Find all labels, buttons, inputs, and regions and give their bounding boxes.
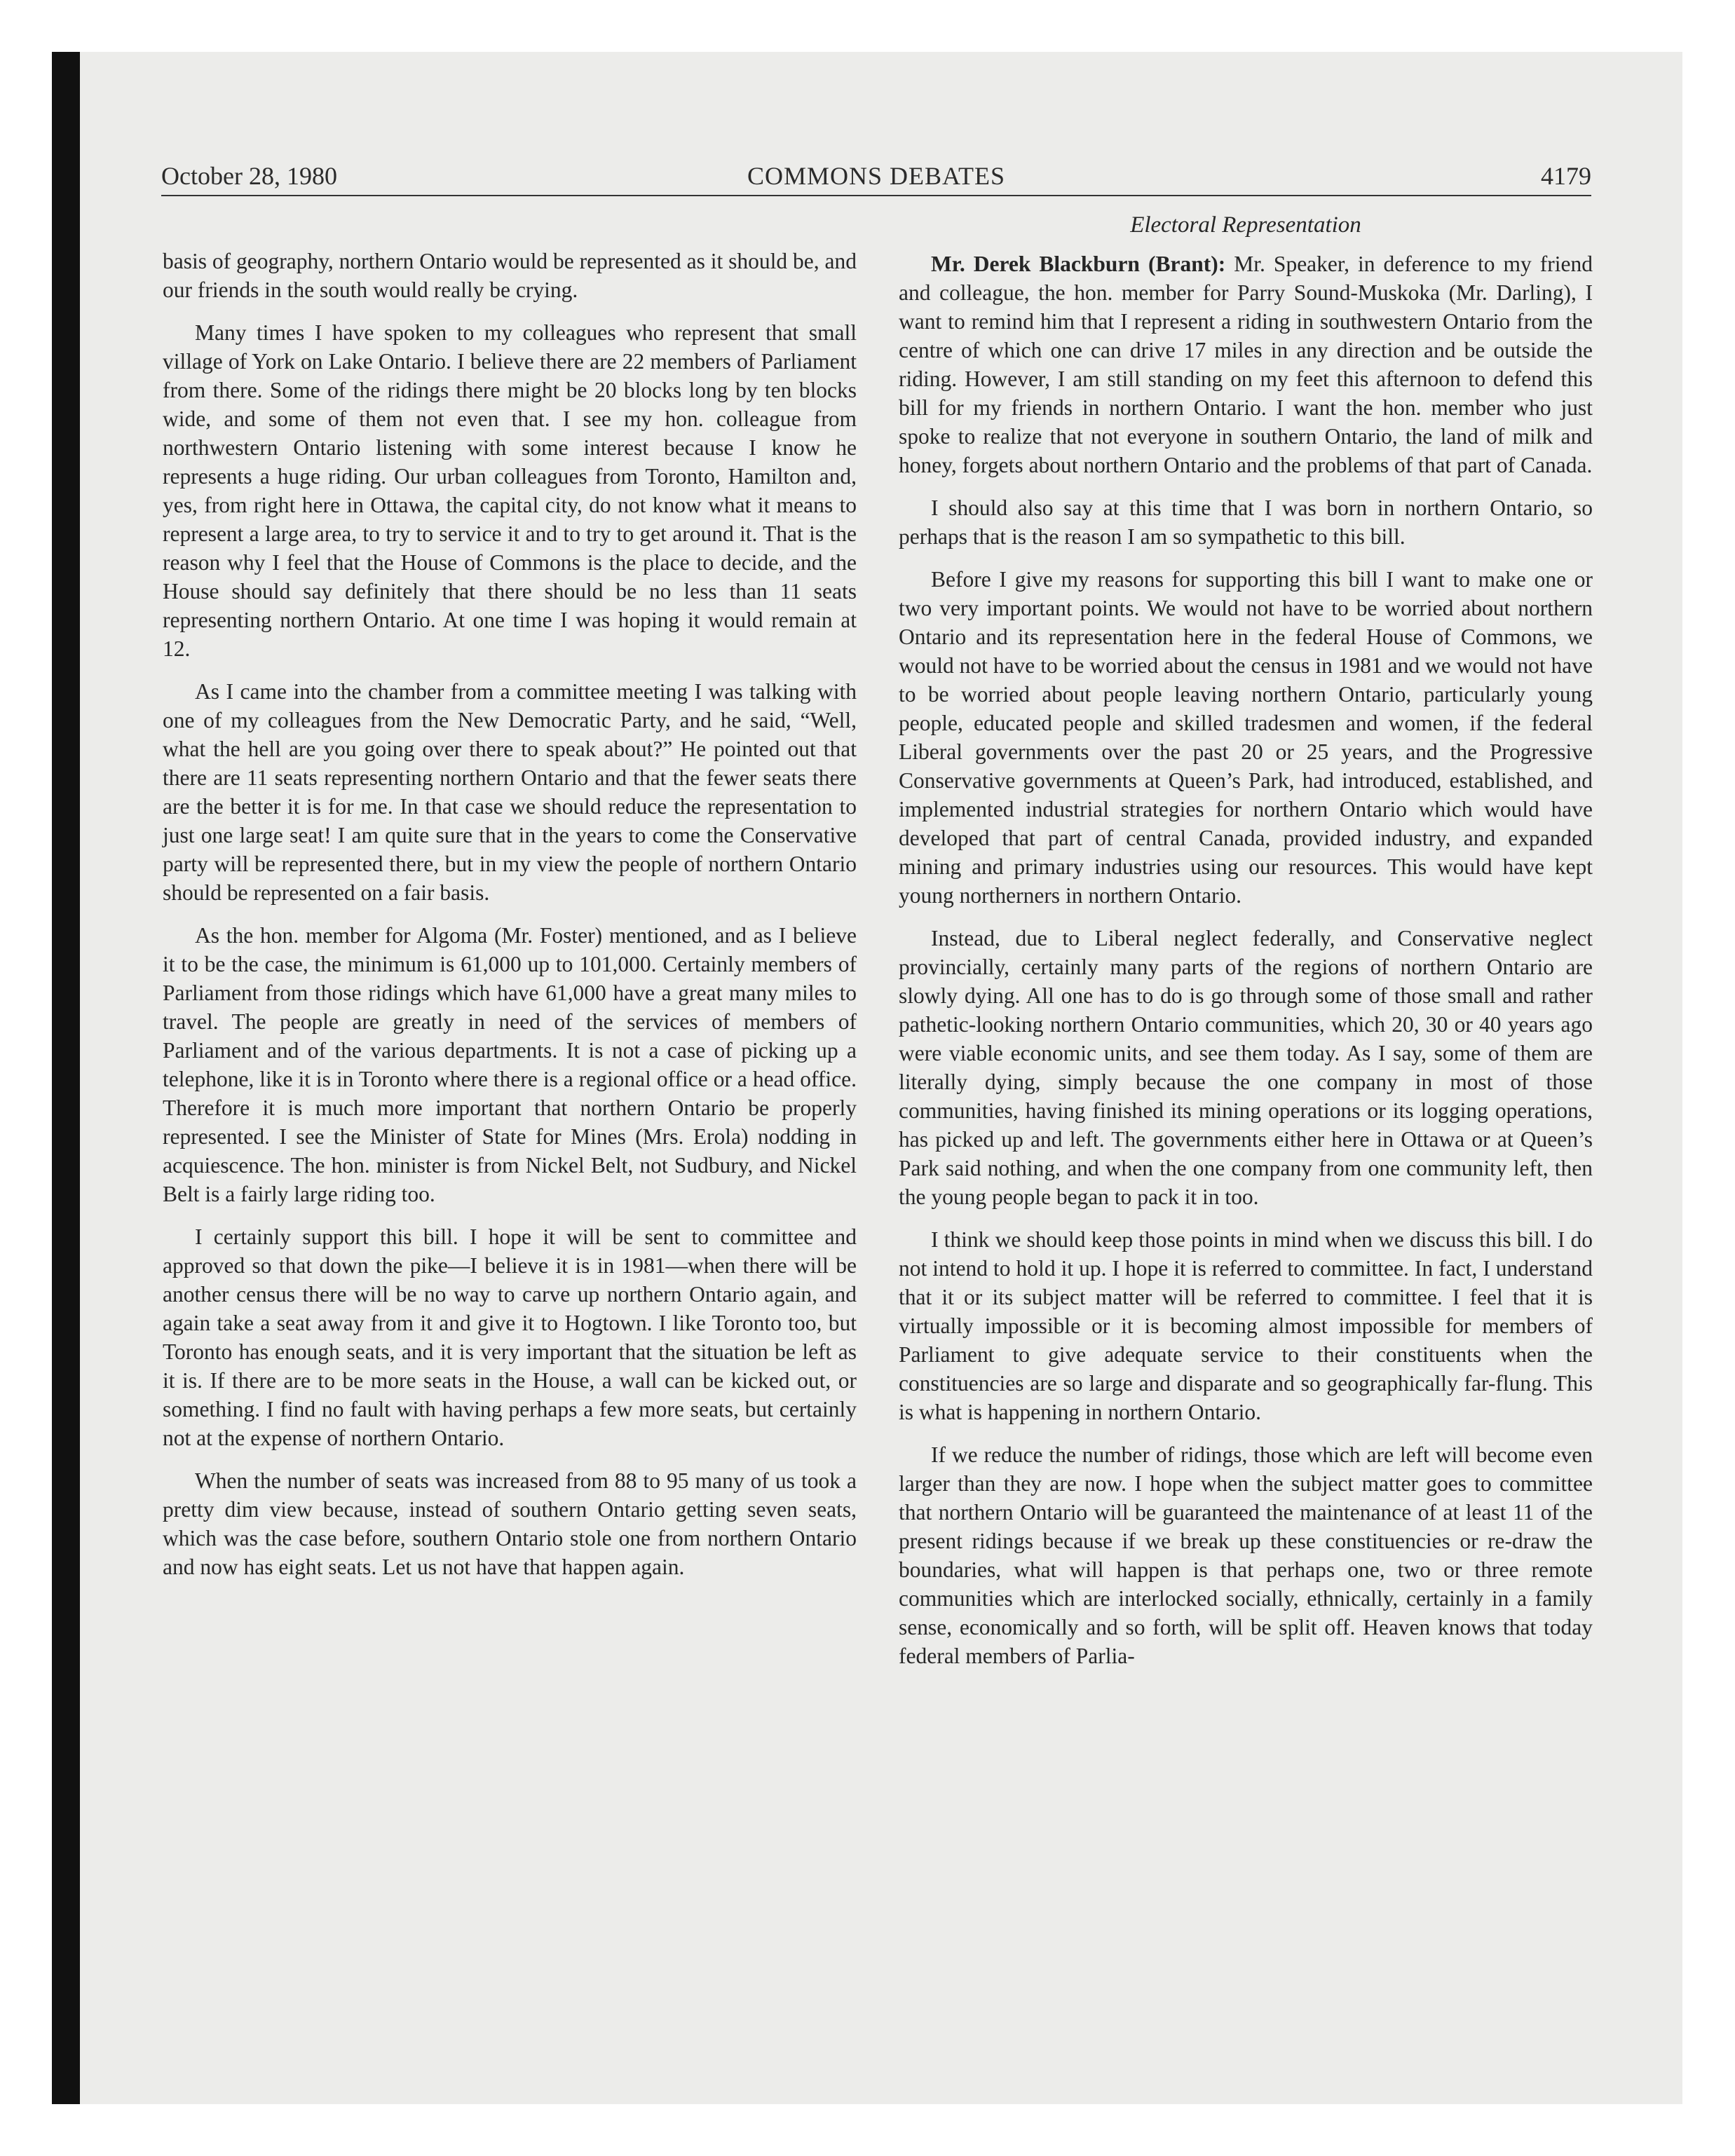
section-title: Electoral Representation — [1130, 212, 1361, 238]
paragraph: As I came into the chamber from a committee meeting I was talking with one of my colleagues from the New Democratic Party, and he said, “Well, what the hell are you going over there to speak about?” He pointed out that there are 11 seats representing northern Ontario and that the fewer seats there are the better it is for me. In that case we should reduce the representation to just one large seat! I am quite sure that in the years to come the Conservative party will be represented there, but in my view the people of northern Ontario should be represented on a fair basis. — [163, 679, 857, 905]
paragraph: I should also say at this time that I was born in northern Ontario, so perhaps that is the reason I am so sympathetic to this bill. — [899, 496, 1593, 549]
scan-dark-edge — [52, 52, 80, 2104]
speaker-paragraph — [899, 250, 1593, 479]
header-page-number: 4179 — [1541, 162, 1591, 190]
paragraph: Instead, due to Liberal neglect federally, and Conservative neglect provincially, certainly many parts of the regions of northern Ontario are slowly dying. All one has to do is go through some of those small and rather pathetic-looking northern Ontario communities, which 20, 30 or 40 years ago were viable economic units, and see them today. As I say, some of them are literally dying, simply because the one company in most of those communities, having finished its mining operations or its logging operations, has picked up and left. The governments either here in Ottawa or at Queen’s Park said nothing, and when the one company from one community left, then the young people began to pack it in too. — [899, 926, 1593, 1209]
paragraph: Many times I have spoken to my colleagues who represent that small village of York on Lake Ontario. I believe there are 22 members of Parliament from there. Some of the ridings there might be 20 blocks long by ten blocks wide, and some of them not even that. I see my hon. colleague from northwestern Ontario listening with some interest because I know he represents a huge riding. Our urban colleagues from Toronto, Hamilton and, yes, from right here in Ottawa, the capital city, do not know what it means to represent a large area, to try to service it and to try to get around it. That is the reason why I feel that the House of Commons is the place to decide, and the House should say definitely that there should be no less than 11 seats representing northern Ontario. At one time I was hoping it would remain at 12. — [163, 320, 857, 661]
running-header — [161, 157, 1591, 196]
paragraph: If we reduce the number of ridings, those which are left will become even larger than they are now. I hope when the subject matter goes to committee that northern Ontario will be guaranteed the maintenance of at least 11 of the present ridings because if we break up these constituencies or re-draw the boundaries, what will happen is that perhaps one, two or three remote communities which are interlocked socially, ethnically, certainly in a family sense, economically and so forth, will be split off. Heaven knows that today federal members of Parlia- — [899, 1442, 1593, 1668]
speaker-name: Mr. Derek Blackburn (Brant): — [931, 252, 1226, 276]
paragraph: I certainly support this bill. I hope it will be sent to committee and approved so that down the pike—I believe it is in 1981—when there will be another census there will be no way to carve up northern Ontario again, and again take a seat away from it and give it to Hogtown. I like Toronto too, but Toronto has enough seats, and it is very important that the situation be left as it is. If there are to be more seats in the House, a wall can be kicked out, or something. I find no fault with having perhaps a few more seats, but certainly not at the expense of northern Ontario. — [163, 1224, 857, 1450]
paragraph: As the hon. member for Algoma (Mr. Foster) mentioned, and as I believe it to be the case, the minimum is 61,000 up to 101,000. Certainly members of Parliament from those ridings which have 61,000 have a great many miles to travel. The people are greatly in need of the services of members of Parliament and of the various departments. It is not a case of picking up a telephone, like it is in Toronto where there is a regional office or a head office. Therefore it is much more important that northern Ontario be properly represented. I see the Minister of State for Mines (Mrs. Erola) nodding in acquiescence. The hon. minister is from Nickel Belt, not Sudbury, and Nickel Belt is a fairly large riding too. — [163, 923, 857, 1206]
paragraph: Before I give my reasons for supporting this bill I want to make one or two very important points. We would not have to be worried about northern Ontario and its representation here in the federal House of Commons, we would not have to be worried about the census in 1981 and we would not have to be worried about people leaving northern Ontario, particularly young people, educated people and skilled tradesmen and women, if the federal Liberal governments over the past 20 or 25 years, and the Progressive Conservative governments at Queen’s Park, had introduced, established, and implemented industrial strategies for northern Ontario which would have developed that part of central Canada, provided industry, and expanded mining and primary industries using our resources. This would have kept young northerners in northern Ontario. — [899, 567, 1593, 908]
paragraph: When the number of seats was increased from 88 to 95 many of us took a pretty dim view because, instead of southern Ontario getting seven seats, which was the case before, southern Ontario stole one from northern Ontario and now has eight seats. Let us not have that happen again. — [163, 1468, 857, 1579]
header-date: October 28, 1980 — [161, 162, 337, 190]
paragraph: I think we should keep those points in mind when we discuss this bill. I do not intend to hold it up. I hope it is referred to committee. In fact, I understand that it or its subject matter will be referred to committee. I feel that it is virtually impossible or it is becoming almost impossible for members of Parliament to give adequate service to their constituents when the constituencies are so large and disparate and so geographically far-flung. This is what is happening in northern Ontario. — [899, 1227, 1593, 1424]
paragraph: basis of geography, northern Ontario would be represented as it should be, and our friends in the south would really be crying. — [163, 249, 857, 302]
speaker-paragraph-text: Mr. Speaker, in deference to my friend and colleague, the hon. member for Parry Sound-Muskoka (Mr. Darling), I want to remind him that I represent a riding in southwestern Ontario from the centre of which one can drive 17 miles in any direction and be outside the riding. However, I am still standing on my feet this afternoon to defend this bill for my friends in northern Ontario. I want the hon. member who just spoke to realize that not everyone in southern Ontario, the land of milk and honey, forgets about northern Ontario and the problems of that part of Canada. — [899, 252, 1593, 477]
header-journal-title: COMMONS DEBATES — [747, 162, 1006, 190]
right-column — [899, 210, 1593, 1684]
left-column — [163, 247, 857, 1595]
